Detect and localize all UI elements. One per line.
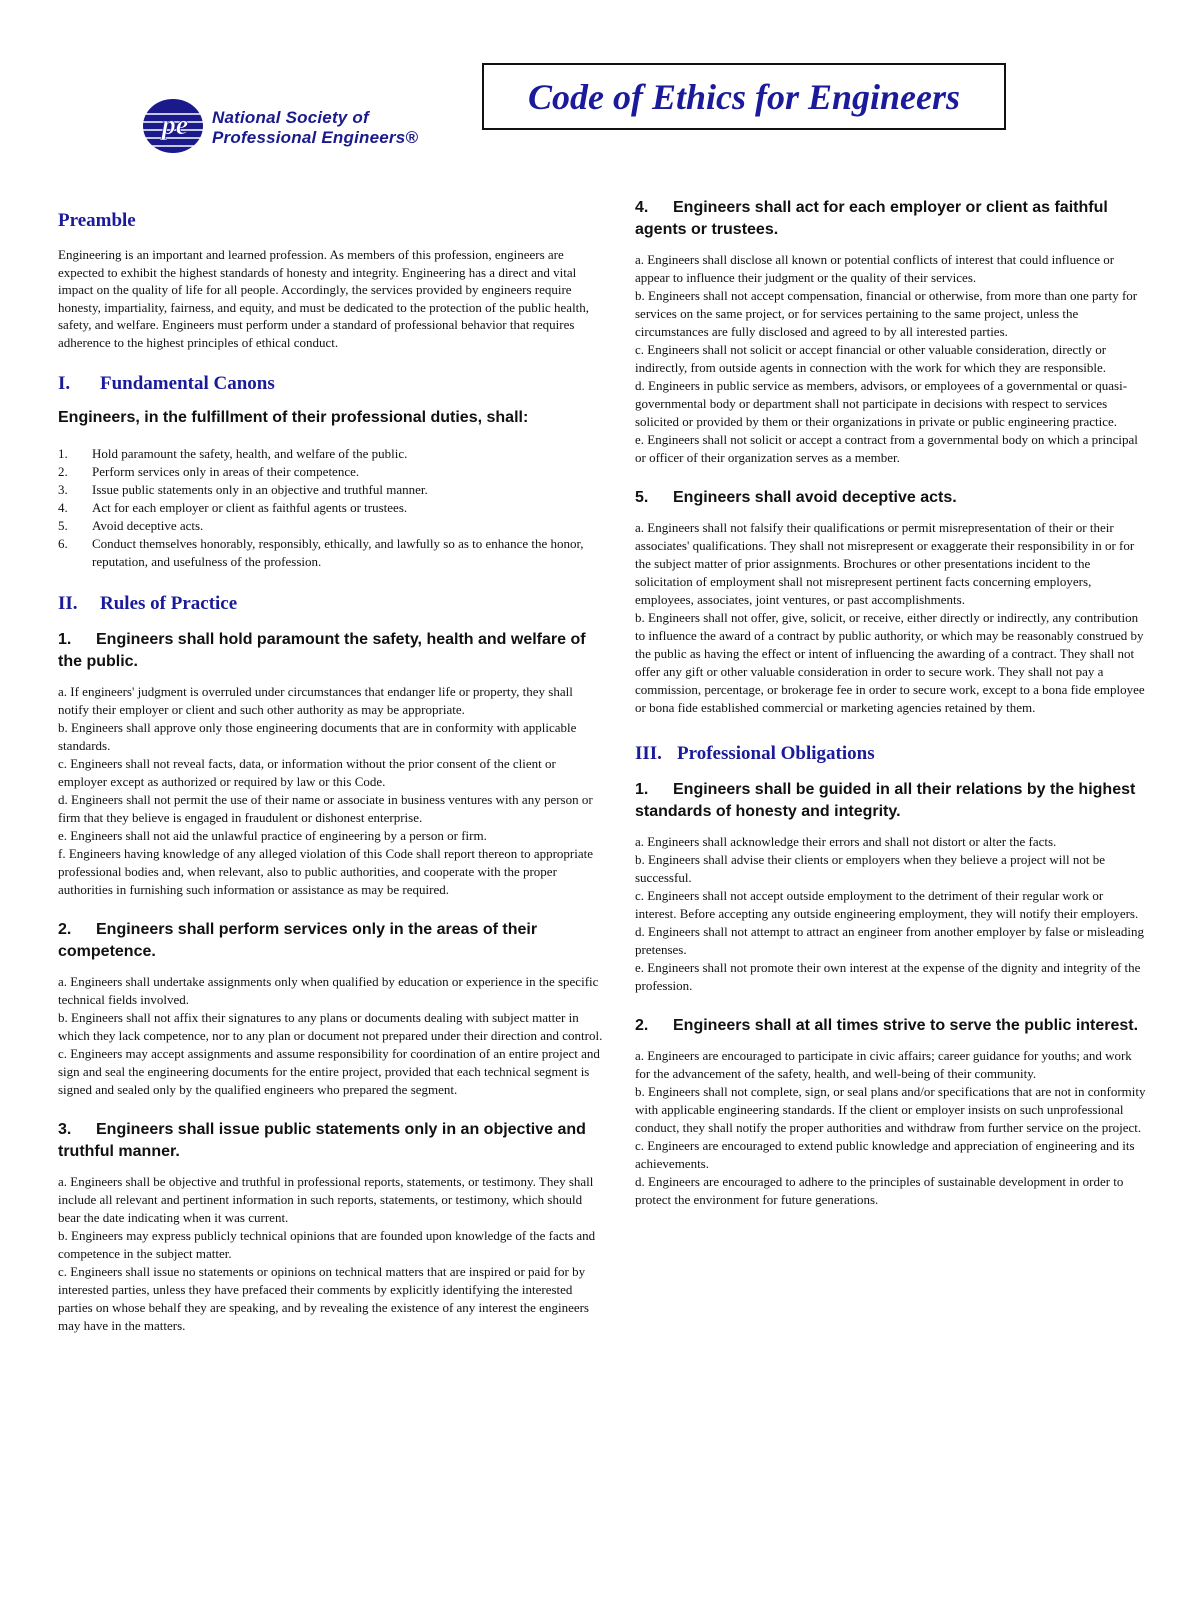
rule-clause: a. Engineers shall not falsify their qualifications or permit misrepresentation of their or their associates' qualifications. They shall not misrepresent or exaggerate their responsibility in or for the subject matter of prior assignments. Brochures or other presentations incident to the solicitation of employment shall not misrepresent pertinent facts concerning employers, employees, associates, joint ventures, or past accomplishments. [635, 520, 1135, 607]
rule-title: Engineers shall issue public statements only in an objective and truthful manner. [58, 1121, 586, 1160]
rule-heading [58, 1119, 606, 1163]
rule-title: Engineers shall avoid deceptive acts. [673, 489, 957, 506]
rules-list-continued [635, 197, 1147, 717]
rules-list [58, 629, 606, 1335]
nspe-globe-icon [142, 98, 204, 154]
section-title: Professional Obligations [677, 743, 875, 764]
rule-number: 4. [635, 199, 649, 216]
title-box [482, 63, 1006, 130]
rule-clause: b. Engineers shall advise their clients or employers when they believe a project will not be successful. [635, 852, 1106, 885]
canon-item [58, 517, 606, 535]
canon-item [58, 499, 606, 517]
rule-heading [635, 1015, 1147, 1037]
rule-clause: a. Engineers shall acknowledge their errors and shall not distort or alter the facts. [635, 834, 1057, 849]
rule-number: 3. [58, 1121, 72, 1138]
rule-clause: b. Engineers shall not offer, give, solicit, or receive, either directly or indirectly, any contribution to influence the award of a contract by public authority, or which may be reasonably construed by the public as having the effect or intent of influencing the awarding of a contract. They shall not offer any gift or other valuable consideration in order to secure work. They shall not pay a commission, percentage, or brokerage fee in order to secure work, except to a bona fide employee or bona fide established commercial or marketing agencies retained by them. [635, 610, 1145, 715]
rule-clause: f. Engineers having knowledge of any alleged violation of this Code shall report thereon to appropriate professional bodies and, when relevant, also to public authorities, and cooperate with the proper authorities in furnishing such information or assistance as may be required. [58, 846, 594, 897]
rule-clause: a. Engineers are encouraged to participate in civic affairs; career guidance for youths; and work for the advancement of the safety, health, and well-being of their community. [635, 1048, 1132, 1081]
rule-clauses [635, 833, 1147, 995]
preamble-heading: Preamble [58, 210, 136, 231]
rule-clause: c. Engineers shall not reveal facts, data, or information without the prior consent of the client or employer except as authorized or required by law or this Code. [58, 756, 556, 789]
rule-clause: b. Engineers shall approve only those engineering documents that are in conformity with applicable standards. [58, 720, 577, 753]
canon-text: Hold paramount the safety, health, and welfare of the public. [92, 446, 408, 461]
rule-clause: a. If engineers' judgment is overruled under circumstances that endanger life or property, they shall notify their employer or client and such other authority as may be appropriate. [58, 684, 573, 717]
rule-heading [635, 779, 1147, 823]
rule-clause: c. Engineers shall not solicit or accept financial or other valuable consideration, directly or indirectly, from outside agents in connection with the work for which they are responsible. [635, 342, 1107, 375]
rule-title: Engineers shall hold paramount the safety, health and welfare of the public. [58, 631, 586, 670]
rule-clauses [635, 1047, 1147, 1209]
section-number: I. [58, 373, 71, 394]
canon-text: Avoid deceptive acts. [92, 518, 204, 533]
section-title: Rules of Practice [100, 593, 238, 614]
nspe-logo [142, 98, 482, 154]
rule-clause: c. Engineers are encouraged to extend public knowledge and appreciation of engineering and its achievements. [635, 1138, 1135, 1171]
obligations-list [635, 779, 1147, 1209]
rule-clause: d. Engineers in public service as members, advisors, or employees of a governmental or quasi-governmental body or department shall not participate in decisions with respect to services solicited or provided by them or their organizations in private or public engineering practice. [635, 378, 1128, 429]
canon-text: Conduct themselves honorably, responsibly, ethically, and lawfully so as to enhance the honor, reputation, and usefulness of the profession. [92, 536, 584, 569]
canons-heading [58, 373, 606, 395]
canon-item [58, 445, 606, 463]
canons-lead: Engineers, in the fulfillment of their professional duties, shall: [58, 409, 529, 426]
section-title: Fundamental Canons [100, 373, 275, 394]
canon-number: 2. [58, 464, 68, 479]
rule-title: Engineers shall act for each employer or client as faithful agents or trustees. [635, 199, 1108, 238]
rule-clause: c. Engineers shall not accept outside employment to the detriment of their regular work or interest. Before accepting any outside engineering employment, they will notify their employers. [635, 888, 1139, 921]
rule-clause: a. Engineers shall be objective and truthful in professional reports, statements, or testimony. They shall include all relevant and pertinent information in such reports, statements, or testimony, which should bear the date indicating when it was current. [58, 1174, 594, 1225]
canon-text: Perform services only in areas of their competence. [92, 464, 360, 479]
section-number: III. [635, 743, 662, 764]
rule-clause: e. Engineers shall not promote their own interest at the expense of the dignity and integrity of the profession. [635, 960, 1141, 993]
org-name-line2: Professional Engineers® [212, 128, 419, 147]
canon-number: 5. [58, 518, 68, 533]
svg-text:pe: pe [161, 110, 189, 141]
rule-heading [635, 487, 1147, 509]
rule-number: 1. [635, 781, 649, 798]
rule-clause: d. Engineers shall not attempt to attract an engineer from another employer by false or misleading pretenses. [635, 924, 1144, 957]
left-column [58, 210, 606, 1355]
rule-title: Engineers shall at all times strive to serve the public interest. [673, 1017, 1139, 1034]
rule-clause: a. Engineers shall disclose all known or potential conflicts of interest that could influence or appear to influence their judgment or the quality of their services. [635, 252, 1115, 285]
canon-number: 3. [58, 482, 68, 497]
rule-clause: b. Engineers shall not accept compensation, financial or otherwise, from more than one party for services on the same project, or for services pertaining to the same project, unless the circumstances are fully disclosed and agreed to by all interested parties. [635, 288, 1138, 339]
rule-clause: d. Engineers are encouraged to adhere to the principles of sustainable development in order to protect the environment for future generations. [635, 1174, 1124, 1207]
rule-title: Engineers shall be guided in all their relations by the highest standards of honesty and integrity. [635, 781, 1136, 820]
section-number: II. [58, 593, 78, 614]
rule-clause: c. Engineers may accept assignments and assume responsibility for coordination of an entire project and sign and seal the engineering documents for the entire project, provided that each technical segment is signed and sealed only by the qualified engineers who prepared the segment. [58, 1046, 600, 1097]
canon-number: 1. [58, 446, 68, 461]
canon-number: 4. [58, 500, 68, 515]
rule-clauses [58, 683, 606, 899]
rule-number: 5. [635, 489, 649, 506]
rule-heading [635, 197, 1147, 241]
rule-clause: c. Engineers shall issue no statements or opinions on technical matters that are inspired or paid for by interested parties, unless they have prefaced their comments by explicitly identifying the interested parties on whose behalf they are speaking, and by revealing the existence of any interest the engineers may have in the matters. [58, 1264, 589, 1333]
rule-clause: e. Engineers shall not solicit or accept a contract from a governmental body on which a principal or officer of their organization serves as a member. [635, 432, 1138, 465]
canon-item [58, 463, 606, 481]
rule-clause: b. Engineers may express publicly technical opinions that are founded upon knowledge of the facts and competence in the subject matter. [58, 1228, 596, 1261]
preamble-text: Engineering is an important and learned profession. As members of this profession, engineers are expected to exhibit the highest standards of honesty and integrity. Engineering has a direct and vital impact on the quality of life for all people. Accordingly, the services provided by engineers require honesty, impartiality, fairness, and equity, and must be dedicated to the protection of the public health, safety, and welfare. Engineers must perform under a standard of professional behavior that requires adherence to the highest principles of ethical conduct. [58, 247, 590, 350]
rule-clause: d. Engineers shall not permit the use of their name or associate in business ventures with any person or firm that they believe is engaged in fraudulent or dishonest enterprise. [58, 792, 593, 825]
rule-clause: e. Engineers shall not aid the unlawful practice of engineering by a person or firm. [58, 828, 487, 843]
right-column [635, 197, 1147, 1229]
canon-item [58, 481, 606, 499]
rule-clause: b. Engineers shall not complete, sign, or seal plans and/or specifications that are not in conformity with applicable engineering standards. If the client or employer insists on such unprofessional conduct, they shall notify the proper authorities and withdraw from further service on the project. [635, 1084, 1146, 1135]
org-name-line1: National Society of [212, 108, 369, 127]
rule-clauses [635, 251, 1147, 467]
rule-clauses [58, 973, 606, 1099]
canon-text: Act for each employer or client as faithful agents or trustees. [92, 500, 408, 515]
rule-heading [58, 629, 606, 673]
rules-heading [58, 593, 606, 615]
rule-title: Engineers shall perform services only in the areas of their competence. [58, 921, 538, 960]
page-title: Code of Ethics for Engineers [527, 76, 961, 117]
rule-number: 1. [58, 631, 72, 648]
canon-text: Issue public statements only in an objective and truthful manner. [92, 482, 428, 497]
rule-clause: b. Engineers shall not affix their signatures to any plans or documents dealing with subject matter in which they lack competence, nor to any plan or document not prepared under their direction and control. [58, 1010, 603, 1043]
canon-item [58, 535, 606, 571]
rule-heading [58, 919, 606, 963]
canons-list [58, 445, 606, 571]
obligations-heading [635, 743, 1147, 765]
rule-clause: a. Engineers shall undertake assignments only when qualified by education or experience in the specific technical fields involved. [58, 974, 599, 1007]
rule-number: 2. [58, 921, 72, 938]
rule-clauses [58, 1173, 606, 1335]
canon-number: 6. [58, 536, 68, 551]
rule-clauses [635, 519, 1147, 717]
rule-number: 2. [635, 1017, 649, 1034]
